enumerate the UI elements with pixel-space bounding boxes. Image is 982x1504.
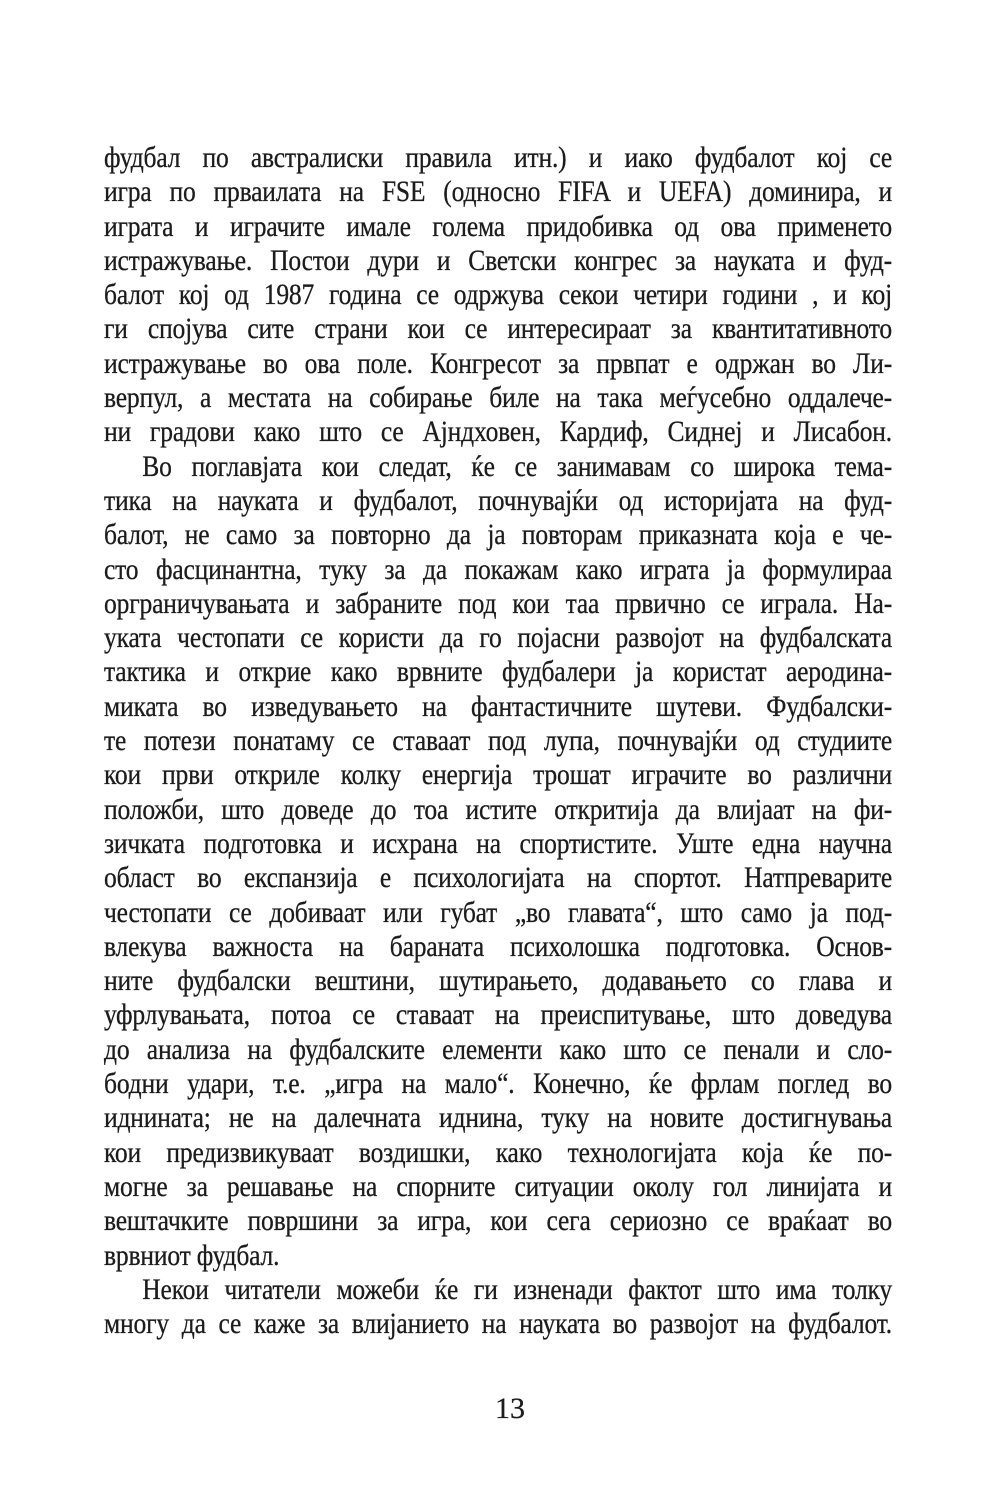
text-line: балот кој од 1987 година се одржува секои четири години , и кој bbox=[104, 278, 893, 312]
text-line: истражување. Постои дури и Светски конгрес за науката и фуд- bbox=[104, 243, 893, 277]
paragraph bbox=[104, 141, 892, 450]
text-line: играта и играчите имале голема придобивка од ова применето bbox=[104, 209, 893, 243]
text-line: кои предизвикуваат воздишки, како технологијата која ќе по- bbox=[104, 1135, 893, 1169]
text-line: положби, што доведе до тоа истите откритија да влијаат на фи- bbox=[104, 792, 893, 826]
text-line: област во експанзија е психологијата на спортот. Натпреварите bbox=[104, 861, 893, 895]
page-text bbox=[104, 141, 892, 1341]
text-line: Во поглавјата кои следат, ќе се занимавам со широка тема- bbox=[142, 449, 893, 483]
text-line: до анализа на фудбалските елементи како што се пенали и сло- bbox=[104, 1032, 893, 1066]
text-line: зичката подготовка и исхрана на спортистите. Уште една научна bbox=[104, 826, 893, 860]
text-line: ните фудбалски вештини, шутирањето, додавањето со глава и bbox=[104, 964, 893, 998]
text-line: кои први откриле колку енергија трошат играчите во различни bbox=[104, 758, 893, 792]
text-line: врвниот фудбал. bbox=[104, 1238, 280, 1272]
text-line: бодни удари, т.е. „игра на мало“. Конечно, ќе фрлам поглед во bbox=[104, 1067, 893, 1101]
text-line: уфрлувањата, потоа се ставаат на преиспитување, што доведува bbox=[104, 998, 893, 1032]
text-line: миката во изведувањето на фантастичните шутеви. Фудбалски- bbox=[104, 689, 893, 723]
text-line: могне за решавање на спорните ситуации околу гол линијата и bbox=[104, 1169, 893, 1203]
text-line: орграничувањата и забраните под кои таа првично се играла. На- bbox=[104, 586, 893, 620]
text-line: Некои читатели можеби ќе ги изненади фактот што има толку bbox=[142, 1272, 893, 1306]
paragraph bbox=[104, 1273, 892, 1342]
text-line: уката честопати се користи да го појасни развојот на фудбалската bbox=[104, 621, 893, 655]
text-line: сто фасцинантна, туку за да покажам како играта ја формулираа bbox=[104, 552, 893, 586]
text-line: влекува важноста на бараната психолошка подготовка. Основ- bbox=[104, 929, 893, 963]
paragraph bbox=[104, 450, 892, 1273]
text-line: иднината; не на далечната иднина, туку на новите достигнувања bbox=[104, 1101, 893, 1135]
text-line: многу да се каже за влијанието на науката во развојот на фудбалот. bbox=[104, 1307, 893, 1341]
text-line: истражување во ова поле. Конгресот за првпат е одржан во Ли- bbox=[104, 346, 893, 380]
text-line: ни градови како што се Ајндховен, Кардиф, Сиднеј и Лисабон. bbox=[104, 415, 893, 449]
text-line: балот, не само за повторно да ја повторам приказната која е че- bbox=[104, 518, 893, 552]
text-line: тика на науката и фудбалот, почнувајќи од историјата на фуд- bbox=[104, 483, 893, 517]
text-line: фудбал по австралиски правила итн.) и иако фудбалот кој се bbox=[104, 141, 893, 174]
text-line: тактика и открие како врвните фудбалери ја користат аеродина- bbox=[104, 655, 893, 689]
page-number: 13 bbox=[495, 1392, 525, 1425]
text-line: вештачките површини за игра, кои сега сериозно се враќаат во bbox=[104, 1204, 893, 1238]
text-line: ги спојува сите страни кои се интересираат за квантитативното bbox=[104, 312, 893, 346]
text-line: те потези понатаму се ставаат под лупа, почнувајќи од студиите bbox=[104, 724, 893, 758]
text-line: верпул, а местата на собирање биле на така меѓусебно оддалече- bbox=[104, 381, 893, 415]
text-line: честопати се добиваат или губат „во главата“, што само ја под- bbox=[104, 895, 893, 929]
text-line: игра по прваилата на FSE (односно FIFA и UEFA) доминира, и bbox=[104, 175, 893, 209]
